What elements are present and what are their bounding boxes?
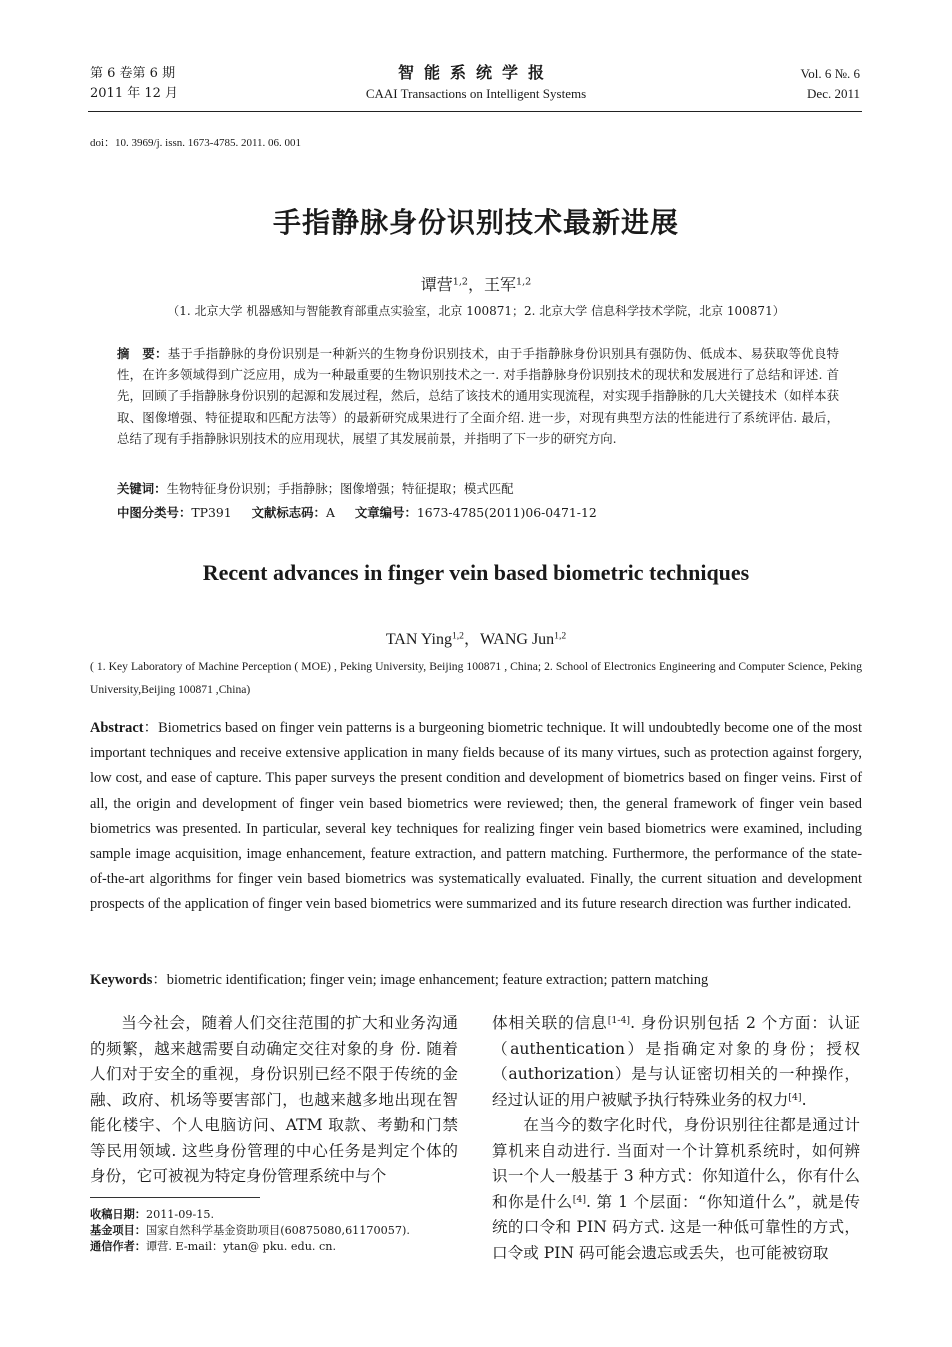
body-text: 体相关联的信息 <box>492 1014 608 1032</box>
body-column-right <box>492 1011 860 1266</box>
footnote-label: 收稿日期： <box>90 1207 146 1221</box>
paper-title-cn: 手指静脉身份识别技术最新进展 <box>272 206 679 239</box>
abstract-en <box>90 716 862 918</box>
author-name: WANG Jun <box>479 631 555 648</box>
footnote-received <box>90 1206 214 1223</box>
keywords-en <box>90 968 708 989</box>
abstract-en-text: Biometrics based on finger vein patterns is a burgeoning biometric technique. It will undoubtedly become one of the most important techniques and receive extensive application in many fields because of its many virtues, such as protection against forgery, low cost, and ease of capture. This paper surveys the present condition and development of biometrics based on finger veins. First of all, the origin and development of finger vein based biometrics were reviewed; then, the general framework of finger vein based biometrics was presented. In particular, several key techniques for realizing finger vein based biometrics were examined, including sample image acquisition, image enhancement, feature extraction, and pattern matching. Furthermore, the performance of the state-of-the-art algorithms for finger vein based biometrics was systematically evaluated. Finally, the current situation and development prospects of the application of finger vein based biometrics were summarized and its future research direction was further indicated. <box>90 720 862 913</box>
doc-code-label: 文献标志码： <box>251 505 326 520</box>
article-number-label: 文章编号： <box>354 505 417 520</box>
citation-ref: [4] <box>788 1091 802 1103</box>
header-date-en: Dec. 2011 <box>807 86 860 101</box>
citation-ref: [1-4] <box>607 1014 631 1026</box>
authors-cn <box>0 272 952 295</box>
abstract-en-colon: ： <box>143 720 159 736</box>
header-volume: 第 6 卷第 6 期 <box>90 66 176 81</box>
authors-en <box>0 626 952 649</box>
keywords-cn <box>117 479 514 497</box>
footnote-text: 国家自然科学基金资助项目(60875080,61170057). <box>145 1224 410 1237</box>
footnote-fund <box>90 1222 410 1239</box>
footnote-text: 2011-09-15. <box>145 1208 215 1221</box>
keywords-cn-label: 关键词： <box>117 481 167 496</box>
clc-label: 中图分类号： <box>117 505 192 520</box>
abstract-cn-label: 摘 要： <box>117 346 168 361</box>
body-text: . 身份识别包括 2 个方面：认证（authentication）是指确定对象的身份；授权（authorization）是与认证密切相关的一种操作，经过认证的用户被赋予执行特殊业务的权力 <box>492 1014 860 1109</box>
journal-name-en: CAAI Transactions on Intelligent Systems <box>365 86 587 101</box>
classification-line <box>117 503 597 521</box>
doc-code: A <box>325 505 335 520</box>
clc-number: TP391 <box>191 505 232 520</box>
paper-title-en: Recent advances in finger vein based biometric techniques <box>202 560 750 585</box>
header-divider <box>88 111 862 112</box>
journal-name-cn: 智能系统学报 <box>397 63 554 82</box>
citation-ref: [4] <box>572 1193 587 1205</box>
header-volume-info-en <box>801 64 860 104</box>
footnote-divider <box>90 1197 260 1198</box>
keywords-en-colon: ： <box>152 972 167 988</box>
body-column-left: 当今社会，随着人们交往范围的扩大和业务沟通的频繁，越来越需要自动确定交往对象的身 份. 随着人们对于安全的重视，身份识别已经不限于传统的金融、政府、机场等要害部门，也越来越多地出现在智能化楼宇、个人电脑访问、ATM 取款、考勤和门禁等民用领域. 这些身份管理的中心任务是判定个体的身份，它可被视为特定身份管理系统中与个 <box>90 1014 458 1185</box>
keywords-en-text: biometric identification; finger vein; image enhancement; feature extraction; pattern matching <box>166 972 709 988</box>
keywords-cn-text: 生物特征身份识别；手指静脉；图像增强；特征提取；模式匹配 <box>166 481 514 496</box>
doi: doi：10. 3969/j. issn. 1673-4785. 2011. 06. 001 <box>90 137 302 149</box>
body-text: 在当今的数字化时代，身份识别往往都是通过计算机来自动进行. 当面对一个计算机系统时，如何辨识一个人一般基于 3 种方式：你知道什么，你有什么和你是什么 <box>492 1116 860 1211</box>
footnote-label: 基金项目： <box>90 1223 146 1237</box>
author-separator: ， <box>463 631 480 648</box>
abstract-cn <box>117 343 839 449</box>
author-separator: ， <box>467 275 484 294</box>
affiliation-en: ( 1. Key Laboratory of Machine Perception ( MOE) , Peking University, Beijing 100871 , China; 2. School of Electronics Engineering and Computer Science, Peking University,Beijing 100871 ,China) <box>90 660 862 696</box>
author-name: 谭营 <box>420 275 453 294</box>
header-date-cn: 2011 年 12 月 <box>90 86 179 101</box>
body-paragraph <box>492 1011 860 1113</box>
author-affiliation-mark: 1,2 <box>516 276 532 288</box>
author-affiliation-mark: 1,2 <box>451 630 464 642</box>
footnote-label: 通信作者： <box>90 1239 146 1253</box>
author-affiliation-mark: 1,2 <box>554 630 567 642</box>
footnote-corresponding-author <box>90 1238 336 1255</box>
body-paragraph <box>492 1113 860 1266</box>
abstract-en-label: Abstract <box>90 720 144 736</box>
affiliation-cn: （1. 北京大学 机器感知与智能教育部重点实验室，北京 100871；2. 北京大学 信息科学技术学院，北京 100871） <box>167 304 785 318</box>
author-affiliation-mark: 1,2 <box>452 276 468 288</box>
article-number: 1673-4785(2011)06-0471-12 <box>416 505 597 520</box>
body-text: . <box>801 1090 807 1109</box>
body-text: . 第 1 个层面：“你知道什么”，就是传统的口令和 PIN 码方式. 这是一种低可靠性的方式，口令或 PIN 码可能会遗忘或丢失，也可能被窃取 <box>492 1192 860 1262</box>
keywords-en-label: Keywords <box>90 972 153 988</box>
author-name: 王军 <box>484 275 517 294</box>
header-volume-en: Vol. 6 №. 6 <box>800 66 860 81</box>
footnote-text: 谭营. E-mail：ytan@ pku. edu. cn. <box>145 1240 337 1253</box>
author-name: TAN Ying <box>385 631 452 648</box>
abstract-cn-text: 基于手指静脉的身份识别是一种新兴的生物身份识别技术，由于手指静脉身份识别具有强防伪、低成本、易获取等优良特性，在许多领域得到广泛应用，成为一种最重要的生物识别技术之一. 对手指静脉身份识别技术的现状和发展进行了总结和评述. 首先，回顾了手指静脉身份识别的起源和发展过程，然后，总结了该技术的通用实现流程，对实现手指静脉的几大关键技术（如样本获取、图像增强、特征提取和匹配方法等）的最新研究成果进行了全面介绍. 进一步，对现有典型方法的性能进行了系统评估. 最后，总结了现有手指静脉识别技术的应用现状，展望了其发展前景，并指明了下一步的研究方向. <box>117 346 840 446</box>
